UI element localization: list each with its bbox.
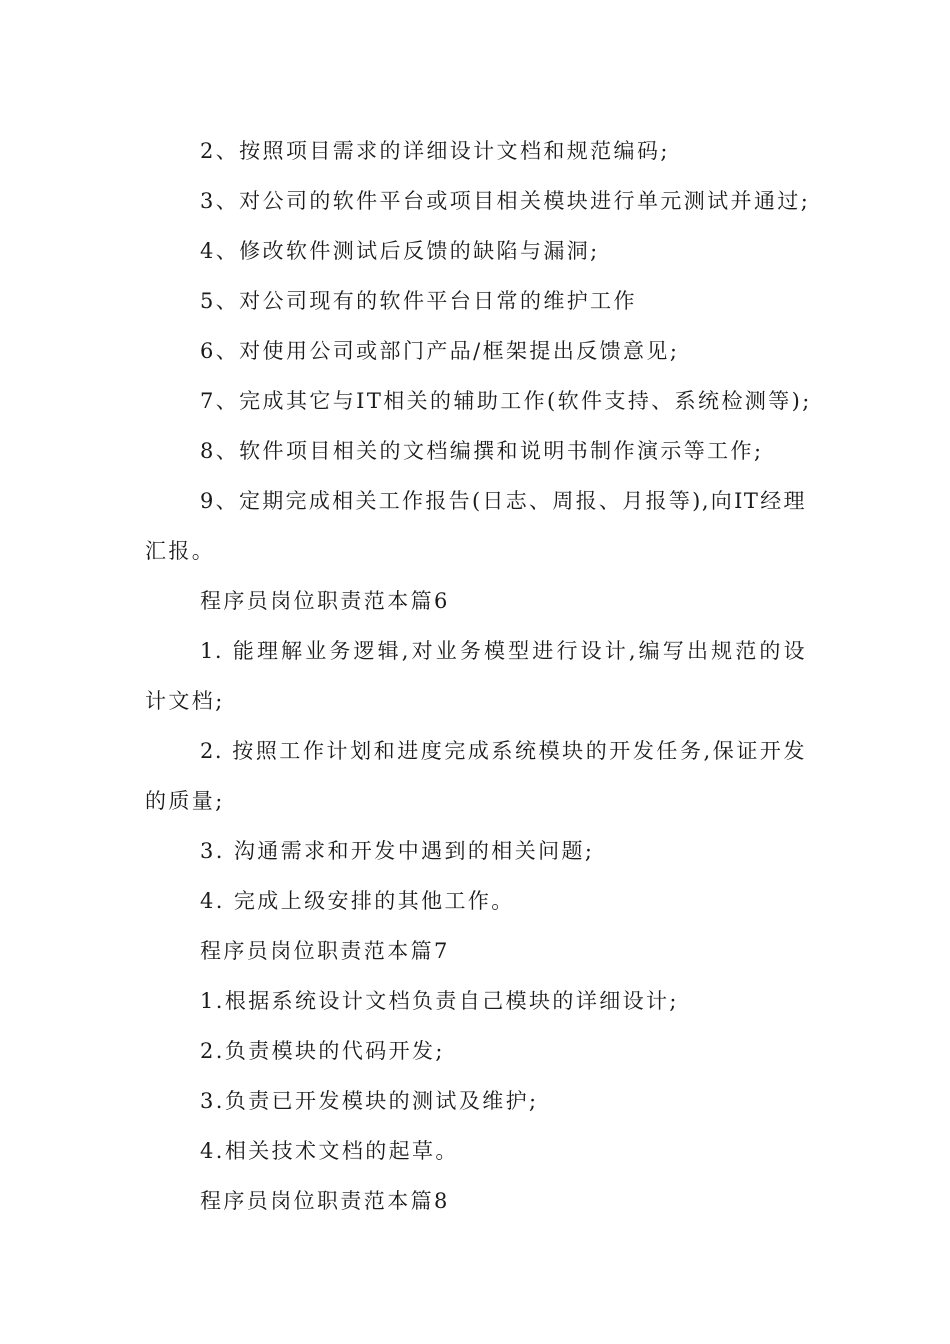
section-heading-7: 程序员岗位职责范本篇7 (200, 939, 450, 963)
section6-item-2: 2. 按照工作计划和进度完成系统模块的开发任务,保证开发 (200, 739, 806, 763)
list-item-8: 8、软件项目相关的文档编撰和说明书制作演示等工作; (200, 439, 764, 463)
section6-item-3: 3. 沟通需求和开发中遇到的相关问题; (200, 839, 595, 863)
section-heading-8: 程序员岗位职责范本篇8 (200, 1189, 450, 1213)
section7-item-1: 1.根据系统设计文档负责自己模块的详细设计; (200, 989, 679, 1013)
list-item-7: 7、完成其它与IT相关的辅助工作(软件支持、系统检测等); (200, 389, 812, 413)
section6-item-1-continuation: 计文档; (145, 689, 225, 713)
section7-item-4: 4.相关技术文档的起草。 (200, 1139, 459, 1163)
list-item-9: 9、定期完成相关工作报告(日志、周报、月报等),向IT经理 (200, 489, 806, 513)
section6-item-1: 1. 能理解业务逻辑,对业务模型进行设计,编写出规范的设 (200, 639, 806, 663)
section6-item-2-continuation: 的质量; (145, 789, 225, 813)
section7-item-2: 2.负责模块的代码开发; (200, 1039, 445, 1063)
list-item-3: 3、对公司的软件平台或项目相关模块进行单元测试并通过; (200, 189, 811, 213)
list-item-2: 2、按照项目需求的详细设计文档和规范编码; (200, 139, 670, 163)
list-item-6: 6、对使用公司或部门产品/框架提出反馈意见; (200, 339, 680, 363)
list-item-9-continuation: 汇报。 (145, 539, 216, 563)
section-heading-6: 程序员岗位职责范本篇6 (200, 589, 450, 613)
list-item-5: 5、对公司现有的软件平台日常的维护工作 (200, 289, 637, 313)
section6-item-4: 4. 完成上级安排的其他工作。 (200, 889, 515, 913)
section7-item-3: 3.负责已开发模块的测试及维护; (200, 1089, 539, 1113)
list-item-4: 4、修改软件测试后反馈的缺陷与漏洞; (200, 239, 600, 263)
